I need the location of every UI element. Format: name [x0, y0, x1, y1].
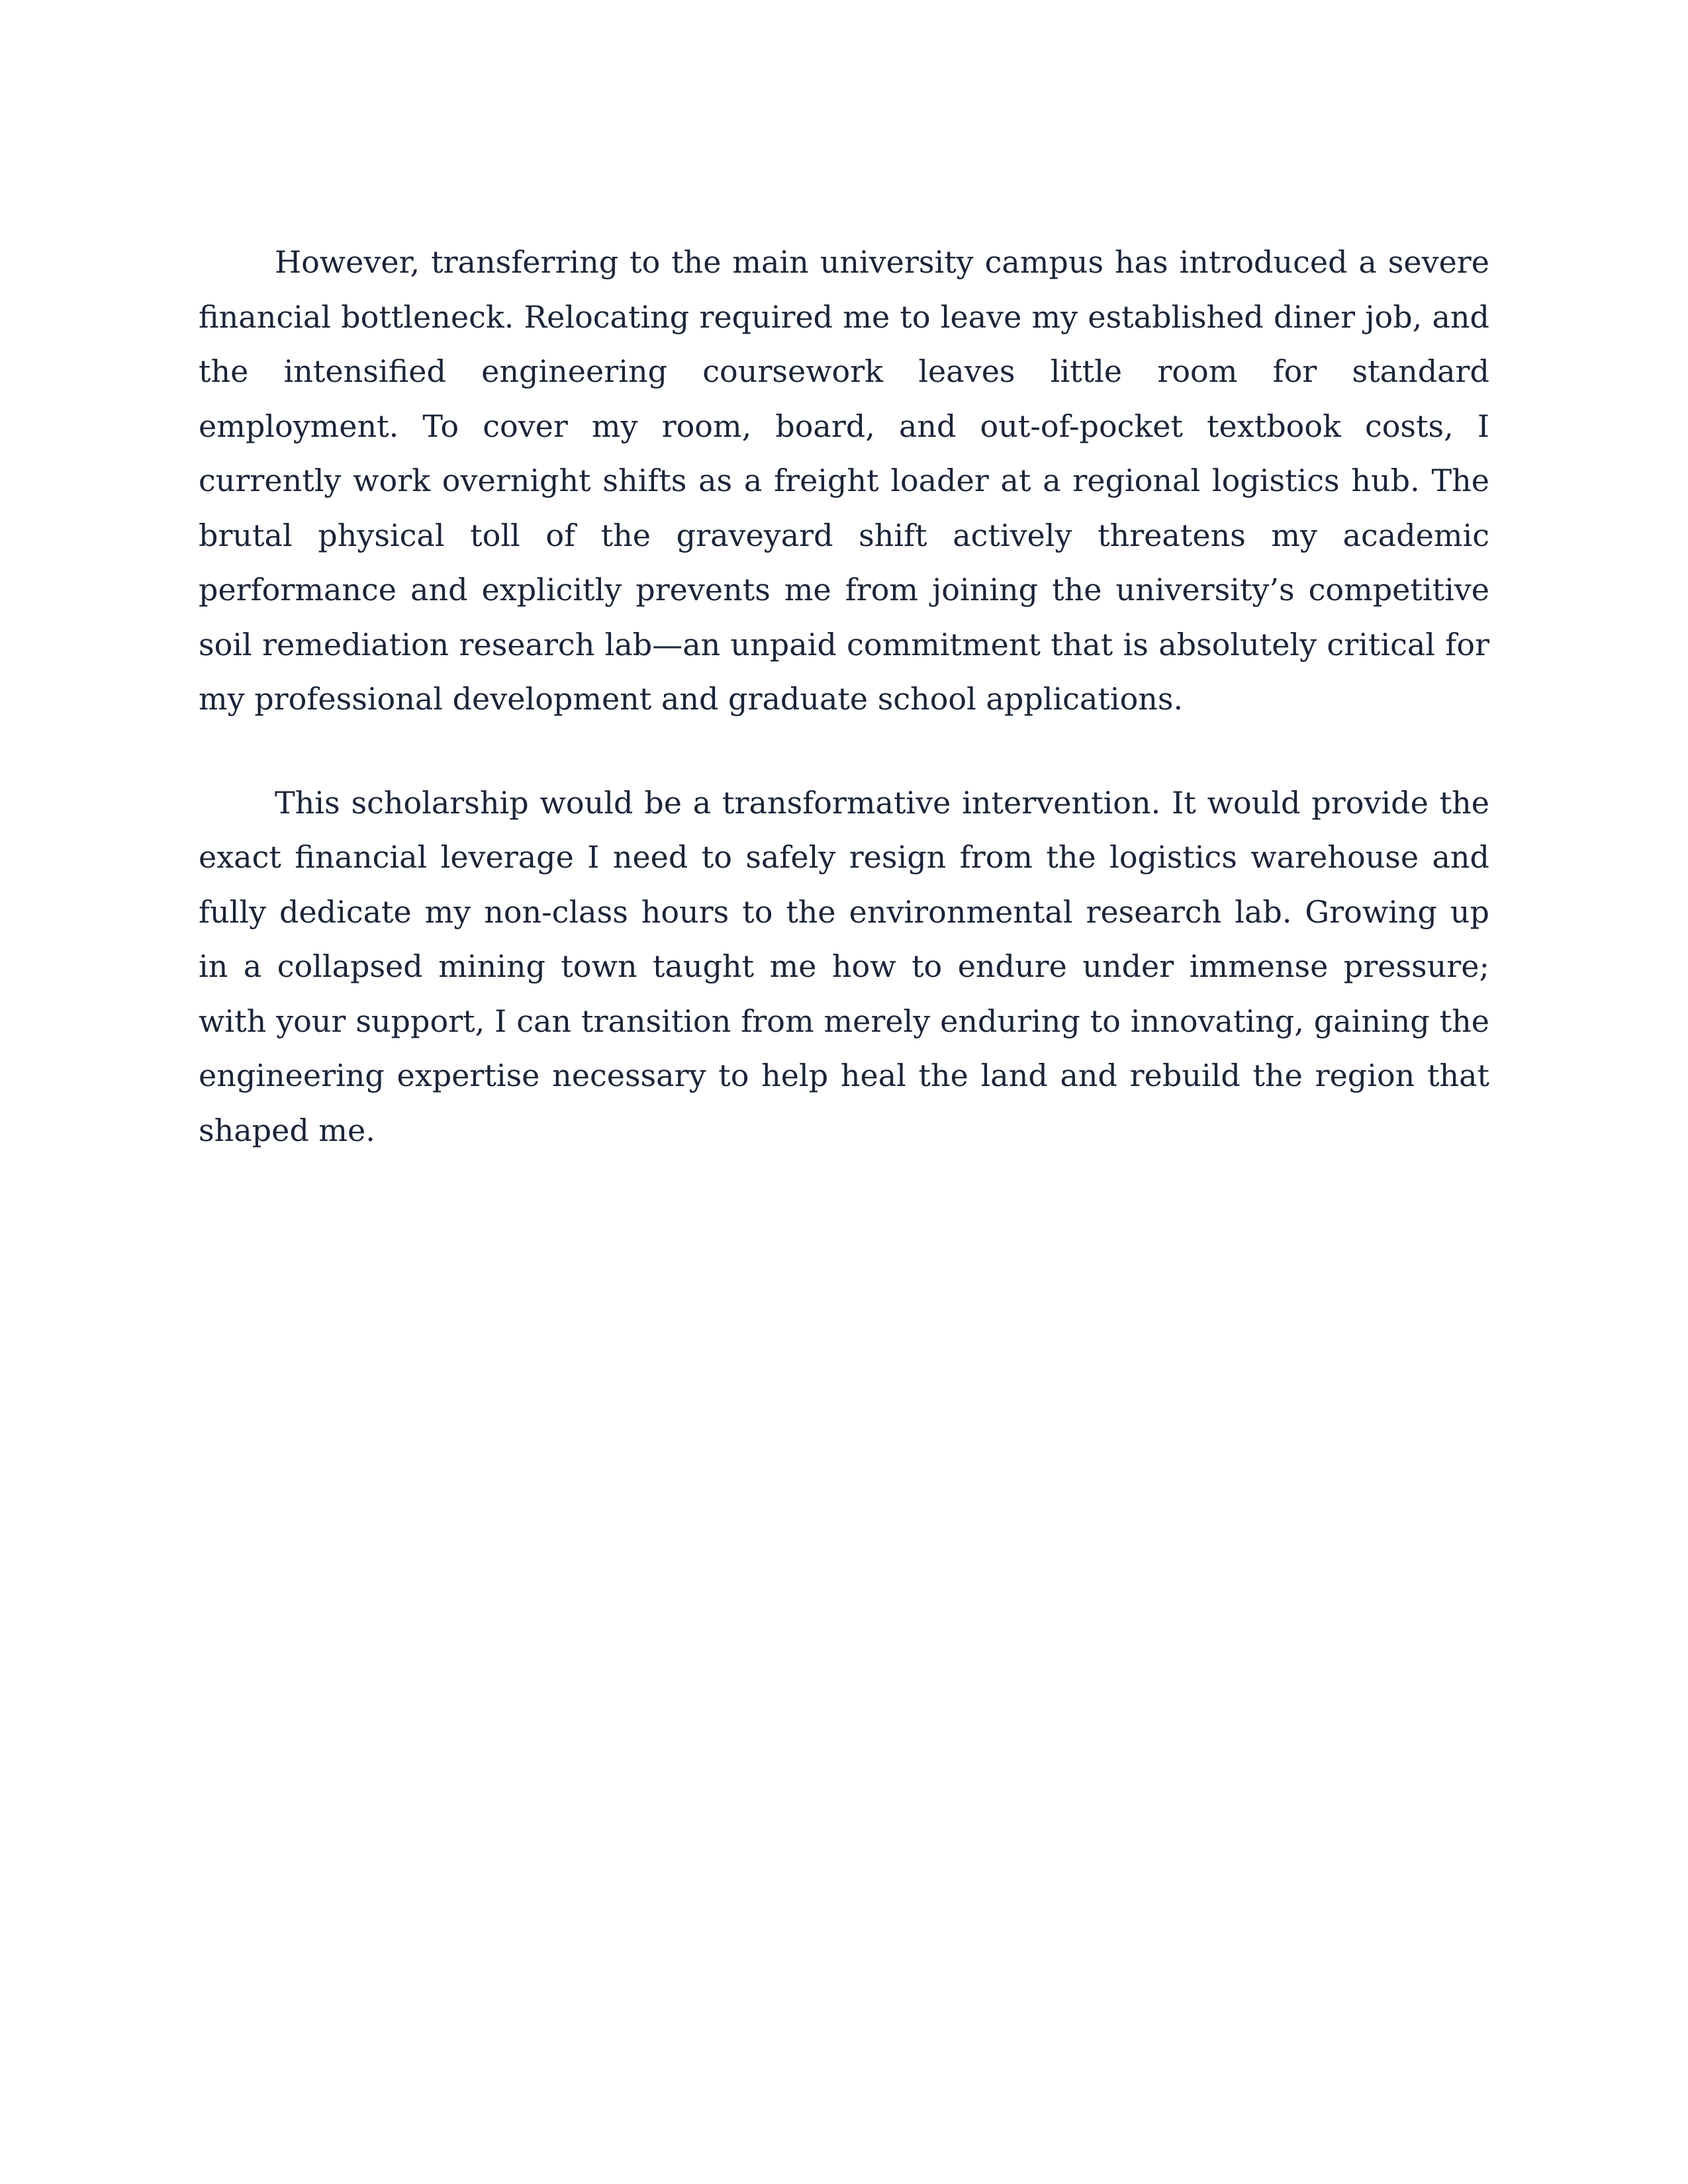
document-body	[199, 235, 1489, 1206]
paragraph-scholarship-impact: This scholarship would be a transformative intervention. It would provide the exact financial leverage I need to safely resign from the logistics warehouse and fully dedicate my non-class hours to the environmental research lab. Growing up in a collapsed mining town taught me how to endure under immense pressure; with your support, I can transition from merely enduring to innovating, gaining the engineering expertise necessary to help heal the land and rebuild the region that shaped me.	[199, 784, 1489, 1148]
paragraph-financial-bottleneck: However, transferring to the main university campus has introduced a severe financial bottleneck. Relocating required me to leave my established diner job, and the intensified engineering coursework leaves little room for standard employment. To cover my room, board, and out-of-pocket textbook costs, I currently work overnight shifts as a freight loader at a regional logistics hub. The brutal physical toll of the graveyard shift actively threatens my academic performance and explicitly prevents me from joining the university’s competitive soil remediation research lab—an unpaid commitment that is absolutely critical for my professional development and graduate school applications.	[199, 244, 1489, 717]
